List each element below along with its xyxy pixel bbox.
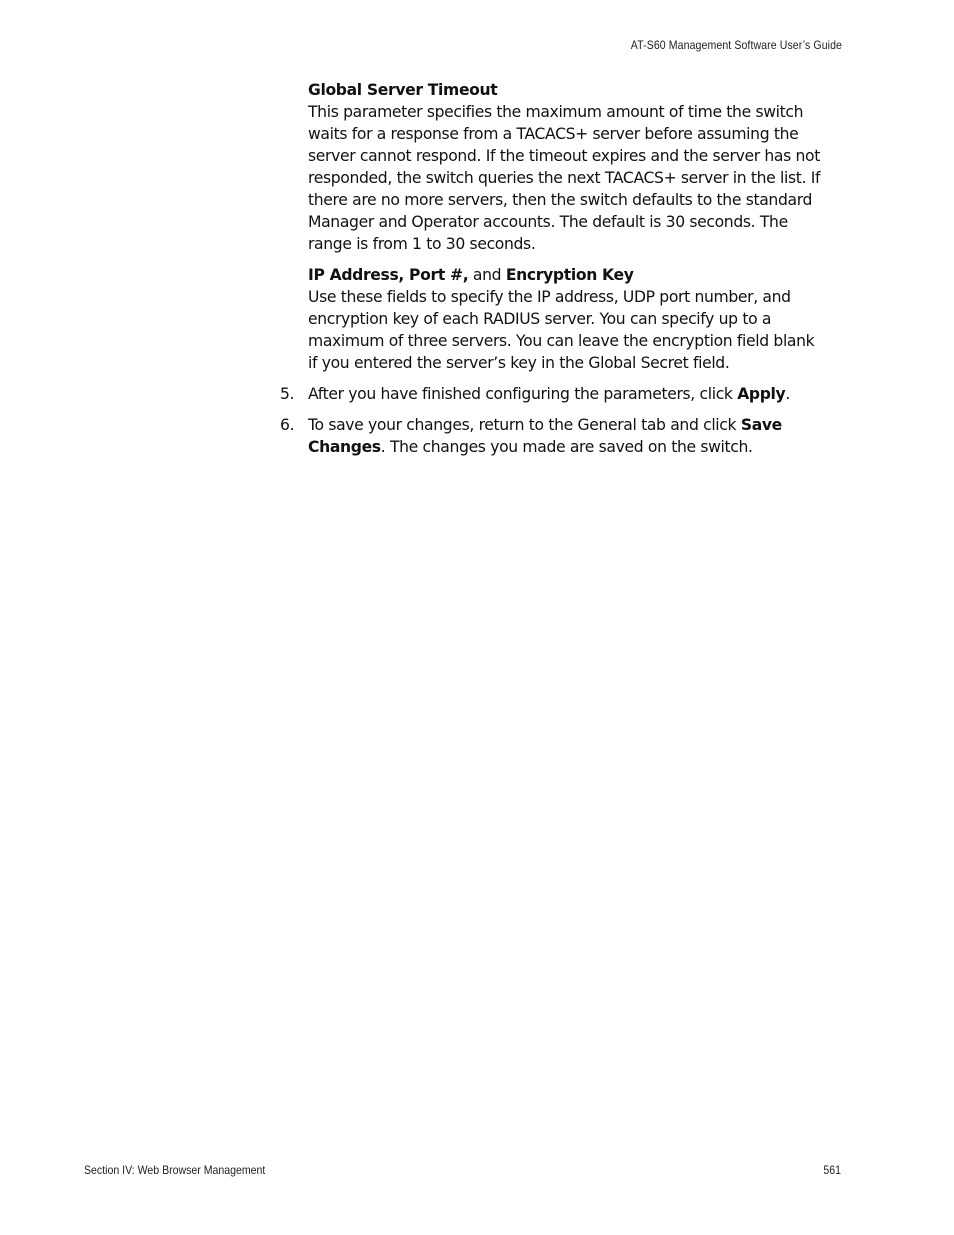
step-bold-term: Save Changes <box>308 416 782 456</box>
param-description: This parameter specifies the maximum amount of time the switch waits for a response from a TACACS+ server before assuming the server cannot respond. If the timeout expires and the server has not responded, the switch queries the next TACACS+ server in the list. If there are no more servers, then the switch defaults to the standard Manager and Operator accounts. The default is 30 seconds. The range is from 1 to 30 seconds. <box>308 103 821 253</box>
step-text-end: . <box>785 385 790 403</box>
step-text-end: . The changes you made are saved on the switch. <box>380 438 753 456</box>
page-number: 561 <box>823 1163 841 1177</box>
param-title-part1: IP Address, Port #, <box>308 266 469 284</box>
step-text: After you have finished configuring the parameters, click <box>308 385 738 403</box>
step-6 <box>280 414 828 458</box>
step-5 <box>280 383 828 405</box>
param-title: Global Server Timeout <box>308 81 498 99</box>
param-global-server-timeout <box>308 79 828 255</box>
step-text: To save your changes, return to the General tab and click <box>308 416 741 434</box>
param-description: Use these fields to specify the IP address, UDP port number, and encryption key of each RADIUS server. You can specify up to a maximum of three servers. You can leave the encryption field blank if you entered the server’s key in the Global Secret field. <box>308 288 815 372</box>
running-header: AT-S60 Management Software User’s Guide <box>630 38 842 52</box>
step-number: 5. <box>280 385 295 403</box>
param-title <box>308 264 828 286</box>
step-number: 6. <box>280 416 295 434</box>
param-title-join: and <box>468 266 506 284</box>
step-bold-term: Apply <box>737 385 786 403</box>
param-title-part2: Encryption Key <box>505 266 634 284</box>
page-content <box>280 79 828 467</box>
param-ip-address-port-encryption <box>308 264 828 374</box>
footer-section: Section IV: Web Browser Management <box>84 1163 266 1177</box>
